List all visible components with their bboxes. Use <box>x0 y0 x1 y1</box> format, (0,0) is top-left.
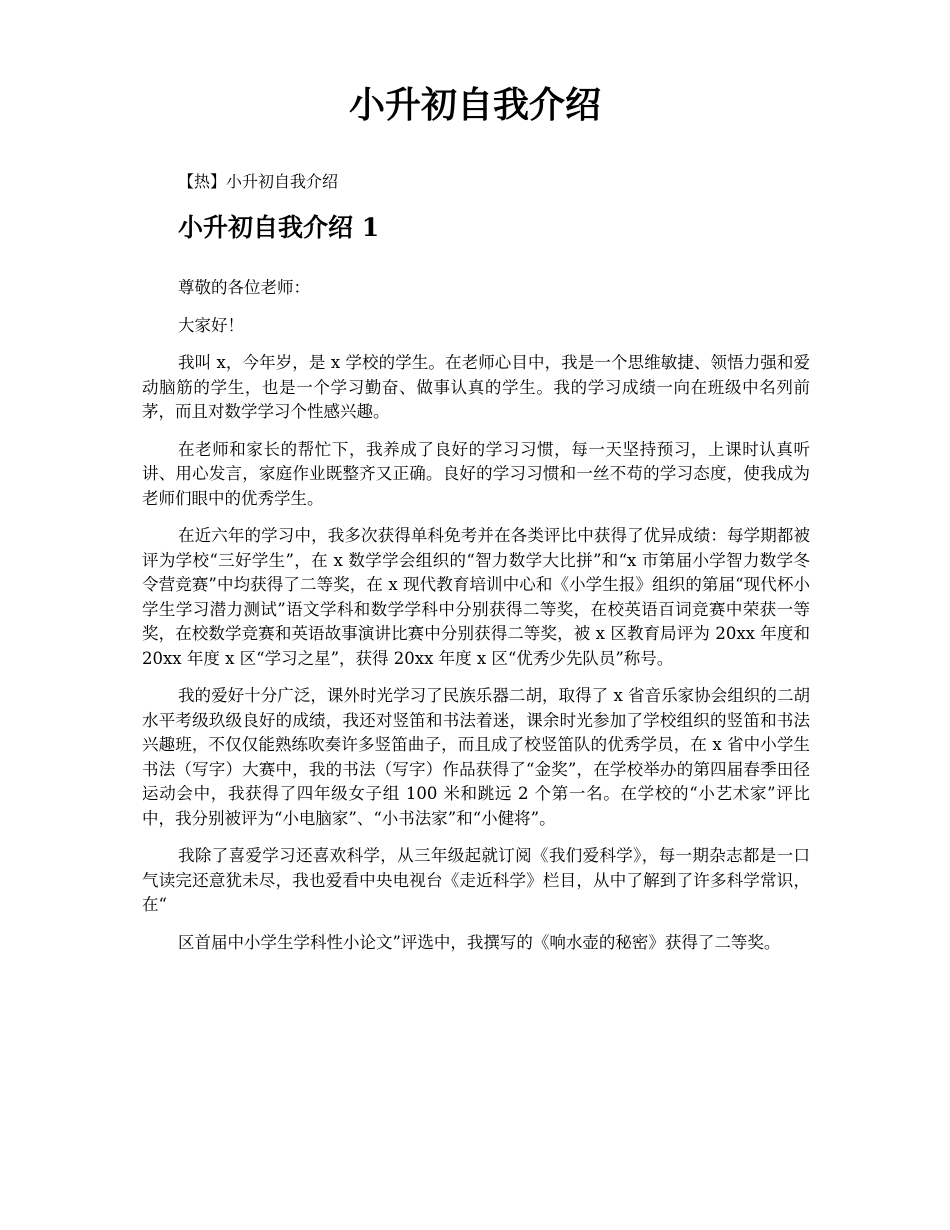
tag-line: 【热】小升初自我介绍 <box>178 172 339 191</box>
document-title: 小升初自我介绍 <box>348 84 601 126</box>
paragraph-achievements: 在近六年的学习中，我多次获得单科免考并在各类评比中获得了优异成绩：每学期都被评为学校“三好学生”，在 x 数学学会组织的“智力数学大比拼”和“x 市第届小学智力数学冬令营竞赛”中均获得了二等奖，在 x 现代教育培训中心和《小学生报》组织的第届“现代杯小学生学习潜力测试”语文学科和数学学科中分别获得二等奖，在校英语百词竞赛中荣获一等奖，在校数学竞赛和英语故事演讲比赛中分别获得二等奖，被 x 区教育局评为 20xx 年度和 20xx 年度 x 区“学习之星”，获得 20xx 年度 x 区“优秀少先队员”称号。 <box>142 526 810 668</box>
paragraph-science: 我除了喜爱学习还喜欢科学，从三年级起就订阅《我们爱科学》，每一期杂志都是一口气读完还意犹未尽，我也爱看中央电视台《走近科学》栏目，从中了解到了许多科学常识，在“ <box>142 846 810 914</box>
document-body <box>142 276 810 968</box>
paragraph-hobbies: 我的爱好十分广泛，课外时光学习了民族乐器二胡，取得了 x 省音乐家协会组织的二胡水平考级玖级良好的成绩，我还对竖笛和书法着迷，课余时光参加了学校组织的竖笛和书法兴趣班，不仅仅能熟练吹奏许多竖笛曲子，而且成了校竖笛队的优秀学员，在 x 省中小学生书法（写字）大赛中，我的书法（写字）作品获得了“金奖”，在学校举办的第四届春季田径运动会中，我获得了四年级女子组 100 米和跳远 2 个第一名。在学校的“小艺术家”评比中，我分别被评为“小电脑家”、“小书法家”和“小健将”。 <box>142 686 810 828</box>
paragraph-introduction: 我叫 x，今年岁，是 x 学校的学生。在老师心目中，我是一个思维敏捷、领悟力强和爱动脑筋的学生，也是一个学习勤奋、做事认真的学生。我的学习成绩一向在班级中名列前茅，而且对数学学习个性感兴趣。 <box>142 353 810 421</box>
paragraph-salutation: 尊敬的各位老师： <box>178 278 310 297</box>
paragraph-study-habits: 在老师和家长的帮忙下，我养成了良好的学习习惯，每一天坚持预习，上课时认真听讲、用心发言，家庭作业既整齐又正确。良好的学习习惯和一丝不苟的学习态度，使我成为老师们眼中的优秀学生。 <box>142 439 810 508</box>
paragraph-greeting: 大家好！ <box>178 315 244 335</box>
section-heading: 小升初自我介绍 1 <box>178 213 380 242</box>
paragraph-essay-award: 区首届中小学生学科性小论文”评选中，我撰写的《响水壶的秘密》获得了二等奖。 <box>178 932 781 952</box>
